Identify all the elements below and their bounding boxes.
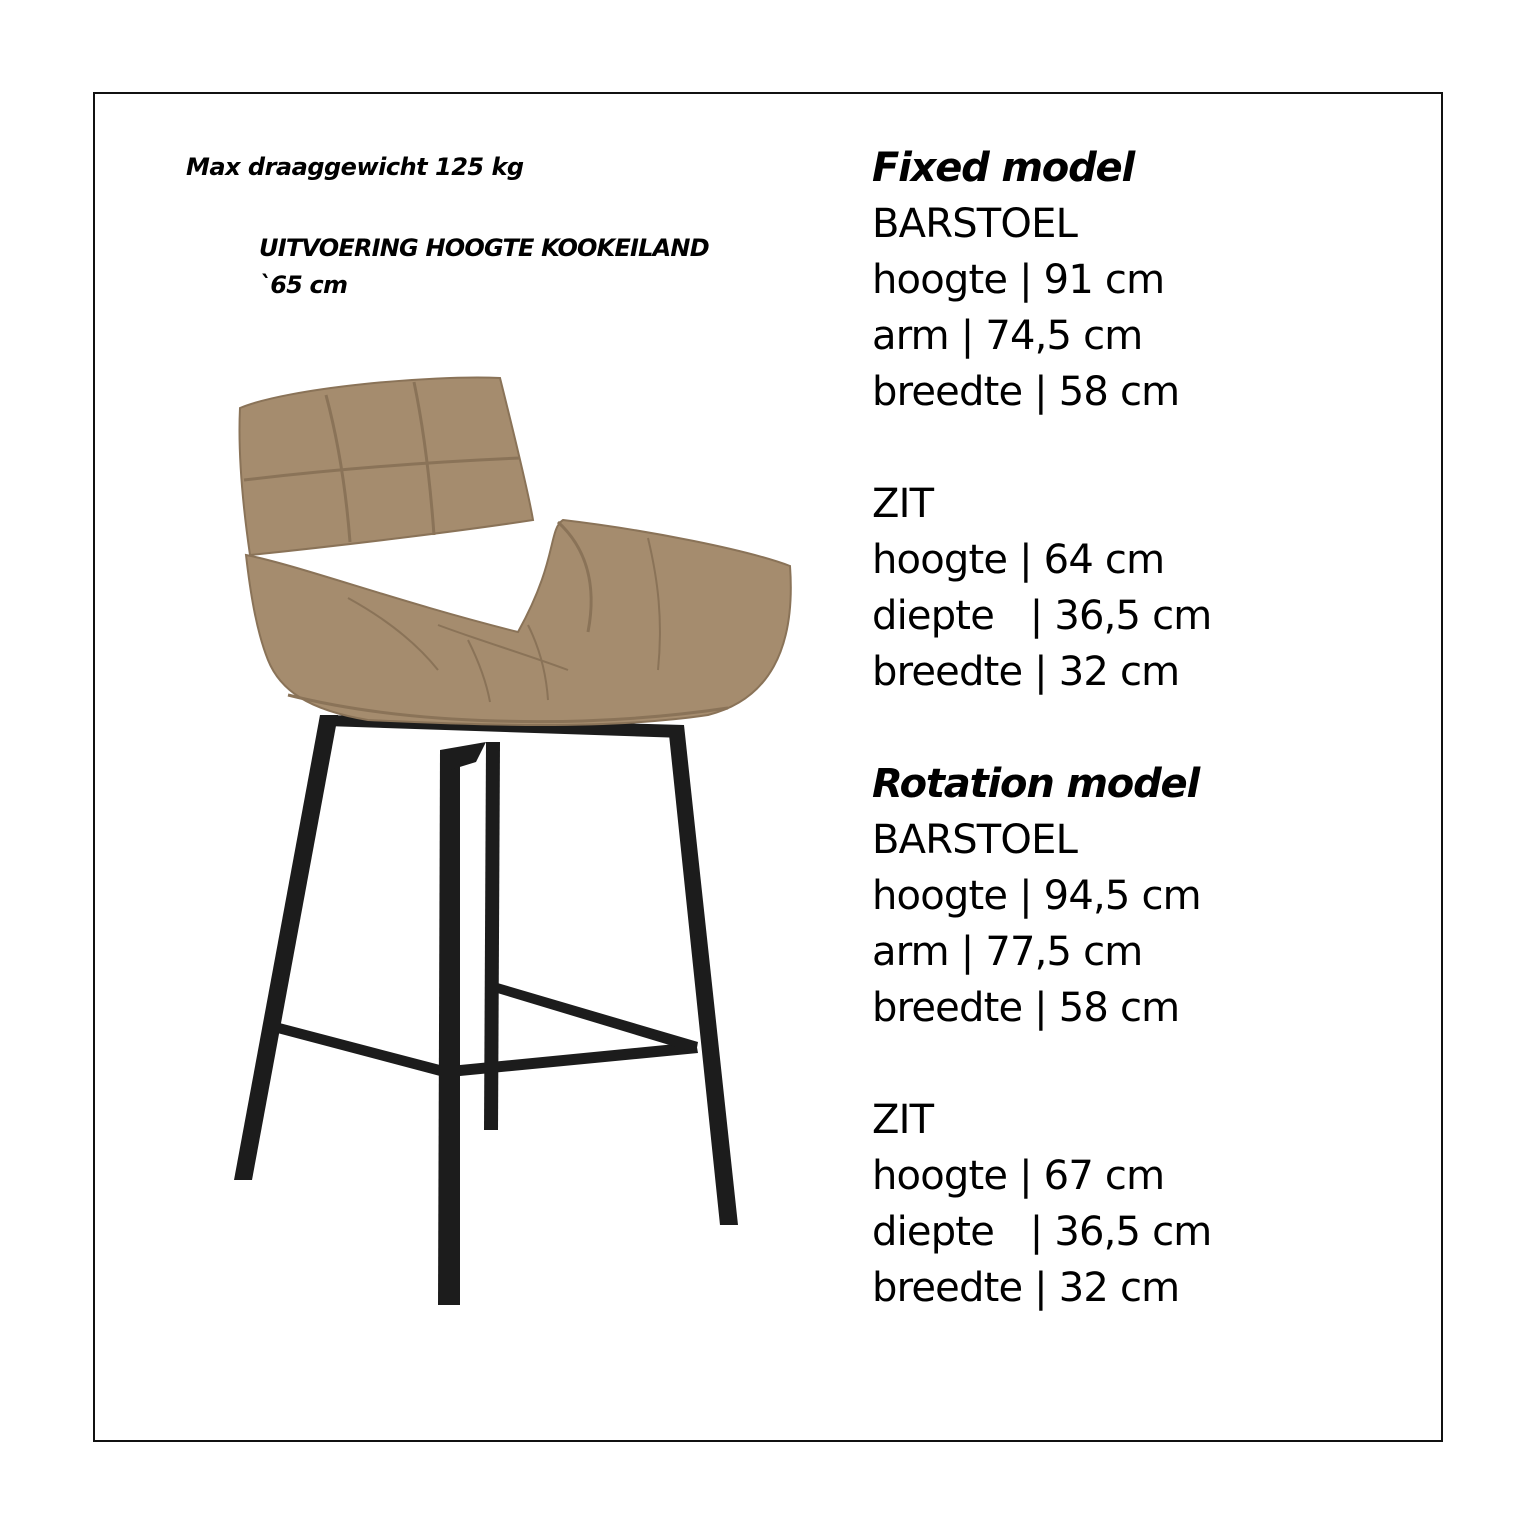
fixed-bar-arm: arm | 74,5 cm: [872, 313, 1143, 359]
rotation-bar-label: BARSTOEL: [872, 817, 1078, 863]
spacer: [872, 1036, 1432, 1092]
rotation-seat-height: hoogte | 67 cm: [872, 1153, 1165, 1199]
footrest-left: [266, 1020, 440, 1076]
rotation-seat-width: breedte | 32 cm: [872, 1265, 1180, 1311]
leg-front-right: [668, 725, 738, 1225]
footrest-back: [494, 982, 698, 1053]
max-weight-note: Max draaggewicht 125 kg: [186, 153, 524, 181]
fixed-seat-width: breedte | 32 cm: [872, 649, 1180, 695]
spacer: [872, 420, 1432, 476]
leg-front-left: [234, 715, 338, 1180]
fixed-model-heading: Fixed model: [872, 145, 1134, 191]
fixed-bar-width: breedte | 58 cm: [872, 369, 1180, 415]
fixed-bar-label: BARSTOEL: [872, 201, 1078, 247]
fixed-seat-height: hoogte | 64 cm: [872, 537, 1165, 583]
stool-seat-shell: [246, 520, 791, 725]
specifications-panel: [872, 140, 1432, 1316]
spacer: [872, 700, 1432, 756]
rotation-seat-label: ZIT: [872, 1097, 934, 1143]
island-height-note: [259, 230, 709, 304]
leg-front-center: [438, 750, 460, 1305]
stool-frame: [234, 715, 738, 1305]
rotation-bar-arm: arm | 77,5 cm: [872, 929, 1143, 975]
rotation-model-heading: Rotation model: [872, 761, 1199, 807]
fixed-seat-depth: diepte | 36,5 cm: [872, 593, 1212, 639]
bar-stool-image: [228, 370, 798, 1310]
island-height-note-line2: `65 cm: [259, 271, 348, 299]
fixed-bar-height: hoogte | 91 cm: [872, 257, 1165, 303]
island-height-note-line1: UITVOERING HOOGTE KOOKEILAND: [259, 234, 709, 262]
rotation-seat-depth: diepte | 36,5 cm: [872, 1209, 1212, 1255]
fixed-seat-label: ZIT: [872, 481, 934, 527]
rotation-bar-width: breedte | 58 cm: [872, 985, 1180, 1031]
rotation-bar-height: hoogte | 94,5 cm: [872, 873, 1201, 919]
